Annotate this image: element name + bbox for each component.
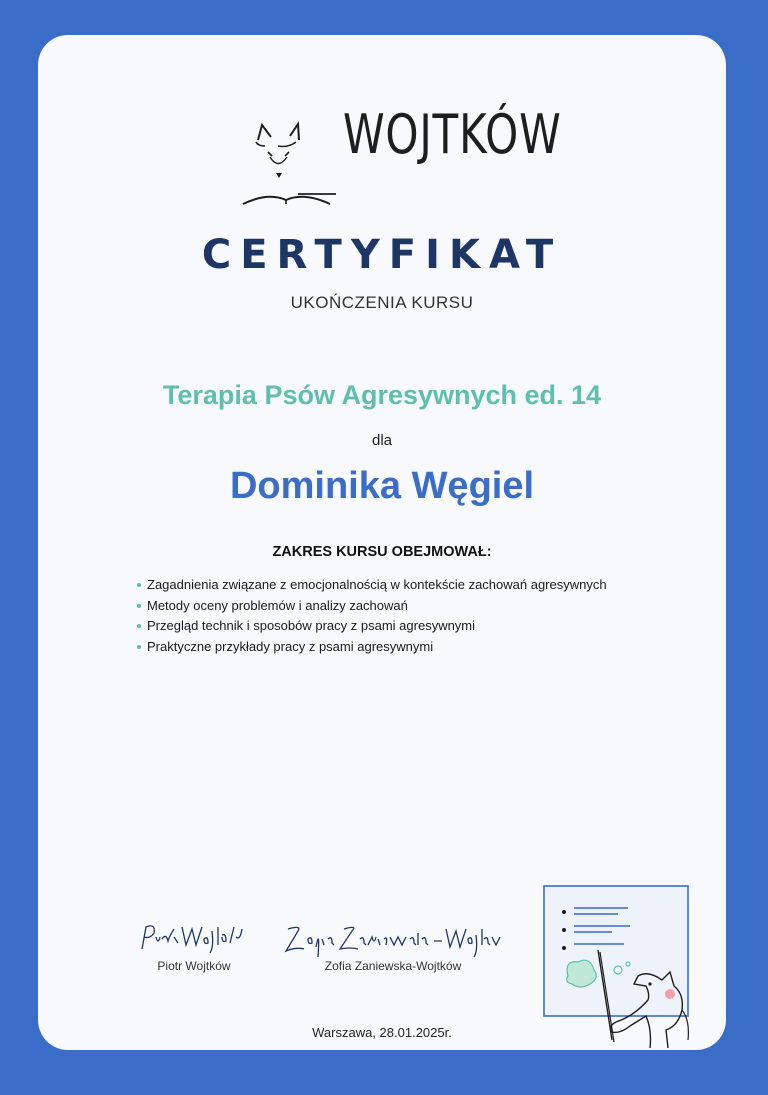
brand-logo-text: WOJTKÓW [343, 103, 562, 166]
handwritten-signature-2 [278, 917, 508, 959]
signatory-name-1: Piotr Wojtków [157, 959, 231, 973]
signature-block-2 [278, 917, 508, 973]
handwritten-signature-1 [134, 917, 254, 959]
list-item-text: Zagadnienia związane z emocjonalnością w kontekście zachowań agresywnych [147, 577, 607, 592]
list-item [137, 616, 607, 637]
for-label: dla [371, 432, 393, 449]
bullet-icon [137, 583, 141, 587]
scope-heading: ZAKRES KURSU OBEJMOWAŁ: [272, 544, 492, 560]
certificate-card [38, 35, 726, 1050]
course-name: Terapia Psów Agresywnych ed. 14 [162, 380, 602, 410]
place-and-date: Warszawa, 28.01.2025r. [312, 1025, 452, 1040]
certificate-title: CERTYFIKAT [201, 232, 563, 278]
list-item-text: Metody oceny problemów i analizy zachowań [147, 597, 408, 613]
scope-list [137, 575, 607, 657]
signature-block-1 [134, 917, 254, 973]
certificate-subtitle: UKOŃCZENIA KURSU [290, 293, 474, 312]
list-item [137, 637, 607, 658]
bullet-icon [137, 604, 141, 608]
list-item [137, 596, 607, 617]
list-item [137, 575, 607, 596]
recipient-name: Dominika Węgiel [229, 465, 535, 507]
list-item-text: Przegląd technik i sposobów pracy z psami agresywnymi [147, 618, 476, 633]
list-item-text: Praktyczne przykłady pracy z psami agresywnymi [147, 638, 434, 654]
bullet-icon [137, 624, 141, 628]
signatory-name-2: Zofia Zaniewska-Wojtków [324, 959, 462, 973]
bullet-icon [137, 645, 141, 649]
dog-teaching-at-board-icon [538, 880, 726, 1050]
